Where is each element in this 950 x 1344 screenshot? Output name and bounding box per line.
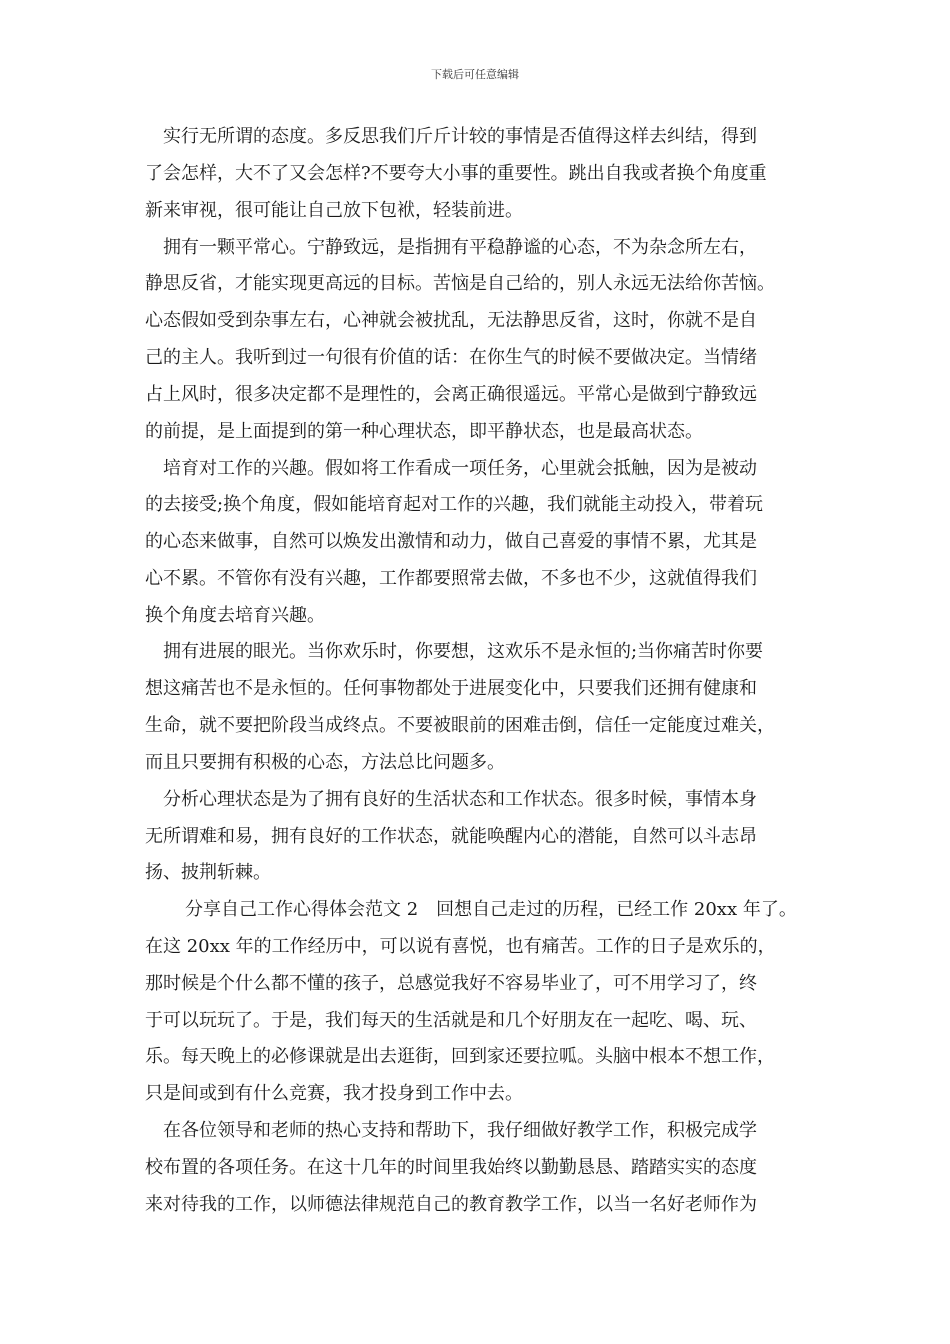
text-line: 生命，就不要把阶段当成终点。不要被眼前的困难击倒，信任一定能度过难关， — [145, 715, 775, 736]
text-line: 来对待我的工作，以师德法律规范自己的教育教学工作，以当一名好老师作为 — [145, 1194, 757, 1215]
text-line: 乐。每天晚上的必修课就是出去逛街，回到家还要拉呱。头脑中根本不想工作， — [145, 1046, 775, 1067]
text-line: 分享自己工作心得体会范文 2 回想自己走过的历程，已经工作 20xx 年了。 — [185, 899, 797, 920]
text-line: 占上风时，很多决定都不是理性的，会离正确很遥远。平常心是做到宁静致远 — [145, 384, 757, 405]
text-line: 的去接受;换个角度，假如能培育起对工作的兴趣，我们就能主动投入，带着玩 — [145, 494, 764, 515]
text-line: 只是间或到有什么竞赛，我才投身到工作中去。 — [145, 1083, 523, 1104]
text-line: 分析心理状态是为了拥有良好的生活状态和工作状态。很多时候，事情本身 — [163, 789, 757, 810]
text-line: 心态假如受到杂事左右，心神就会被扰乱，无法静思反省，这时，你就不是自 — [145, 310, 757, 331]
text-line: 实行无所谓的态度。多反思我们斤斤计较的事情是否值得这样去纠结，得到 — [163, 126, 757, 147]
text-line: 新来审视，很可能让自己放下包袱，轻装前进。 — [145, 200, 523, 221]
text-line: 静思反省，才能实现更高远的目标。苦恼是自己给的，别人永远无法给你苦恼。 — [145, 273, 775, 294]
text-line: 心不累。不管你有没有兴趣，工作都要照常去做，不多也不少，这就值得我们 — [145, 568, 757, 589]
page-header: 下载后可任意编辑 — [431, 68, 519, 81]
text-line: 了会怎样，大不了又会怎样?不要夸大小事的重要性。跳出自我或者换个角度重 — [145, 163, 767, 184]
text-line: 于可以玩玩了。于是，我们每天的生活就是和几个好朋友在一起吃、喝、玩、 — [145, 1010, 757, 1031]
text-line: 换个角度去培育兴趣。 — [145, 605, 325, 626]
text-line: 拥有一颗平常心。宁静致远，是指拥有平稳静谧的心态，不为杂念所左右， — [163, 237, 757, 258]
text-line: 培育对工作的兴趣。假如将工作看成一项任务，心里就会抵触，因为是被动 — [163, 458, 757, 479]
text-line: 校布置的各项任务。在这十几年的时间里我始终以勤勤恳恳、踏踏实实的态度 — [145, 1157, 757, 1178]
text-line: 无所谓难和易，拥有良好的工作状态，就能唤醒内心的潜能，自然可以斗志昂 — [145, 826, 757, 847]
text-line: 的前提，是上面提到的第一种心理状态，即平静状态，也是最高状态。 — [145, 421, 703, 442]
text-line: 想这痛苦也不是永恒的。任何事物都处于进展变化中，只要我们还拥有健康和 — [145, 678, 757, 699]
text-line: 在各位领导和老师的热心支持和帮助下，我仔细做好教学工作，积极完成学 — [163, 1120, 757, 1141]
text-line: 拥有进展的眼光。当你欢乐时，你要想，这欢乐不是永恒的;当你痛苦时你要 — [163, 641, 764, 662]
text-line: 的心态来做事，自然可以焕发出激情和动力，做自己喜爱的事情不累，尤其是 — [145, 531, 757, 552]
text-line: 那时候是个什么都不懂的孩子，总感觉我好不容易毕业了，可不用学习了，终 — [145, 973, 757, 994]
text-line: 扬、披荆斩棘。 — [145, 862, 271, 883]
text-line: 而且只要拥有积极的心态，方法总比问题多。 — [145, 752, 505, 773]
text-line: 在这 20xx 年的工作经历中，可以说有喜悦，也有痛苦。工作的日子是欢乐的， — [145, 936, 776, 957]
text-line: 己的主人。我听到过一句很有价值的话：在你生气的时候不要做决定。当情绪 — [145, 347, 757, 368]
